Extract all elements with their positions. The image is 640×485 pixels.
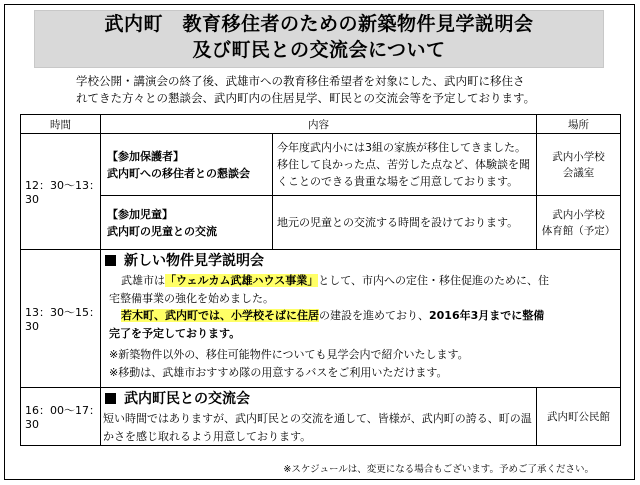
time-cell-3: 16：00～17：30 <box>21 388 101 446</box>
title-line-1: 武内町 教育移住者のための新築物件見学説明会 <box>104 13 534 35</box>
community-exchange-heading <box>101 388 536 410</box>
table-row <box>21 196 621 250</box>
footer-note: ※スケジュールは、変更になる場合もございます。予めご了承ください。 <box>283 464 594 475</box>
place-cell-meeting-room <box>537 134 621 196</box>
text: として、市内への定住・移住促進のために、住 <box>318 274 550 287</box>
paragraph-2-cont: 完了を予定しております。 <box>109 326 241 340</box>
note-1: ※新築物件以外の、移住可能物件についても見学会内で紹介いたします。 <box>109 348 469 361</box>
label-children-tag: 【参加児童】 <box>107 207 173 221</box>
table-row <box>21 134 621 196</box>
label-parents-tag: 【参加保護者】 <box>107 149 184 163</box>
community-exchange-body <box>101 410 536 445</box>
title-line-2: 及び町民との交流会について <box>192 39 446 61</box>
paragraph-1-cont: 宅整備事業の強化を始めました。 <box>109 291 274 305</box>
place-line: 武内小学校 <box>552 208 605 221</box>
content-cell-children <box>273 196 537 250</box>
time-cell-1: 12：30～13：30 <box>21 134 101 250</box>
content-line: 移住して良かった点、苦労した点など、体験談を聞 <box>277 158 530 171</box>
intro-line-1: 学校公開・講演会の終了後、武雄市への教育移住希望者を対象にした、武内町に移住さ <box>76 74 525 88</box>
label-children-text: 武内町の児童との交流 <box>107 224 217 238</box>
note-2: ※移動は、武雄市おすすめ隊の用意するバスをご利用いただけます。 <box>109 365 448 379</box>
header-place: 場所 <box>537 115 621 134</box>
table-row <box>21 388 621 446</box>
content-line: 地元の児童との交流する時間を設けております。 <box>277 216 519 229</box>
housing-tour-heading <box>101 250 620 272</box>
header-content: 内容 <box>101 115 537 134</box>
square-bullet-icon <box>105 255 116 266</box>
bold-text: 2016年3月までに整備 <box>429 309 545 322</box>
header-time: 時間 <box>21 115 101 134</box>
heading-text: 新しい物件見学説明会 <box>124 253 264 269</box>
heading-text: 武内町民との交流会 <box>124 391 250 407</box>
schedule-table <box>20 114 621 446</box>
highlight-text: 「ウェルカム武雄ハウス事業」 <box>165 274 319 287</box>
label-cell-children <box>101 196 273 250</box>
place-line: 体育館（予定） <box>541 224 616 237</box>
place-cell-community-hall: 武内町公民館 <box>537 388 621 446</box>
housing-tour-cell <box>101 250 621 388</box>
text: 武雄市は <box>121 274 165 287</box>
content-line: 今年度武内小には3組の家族が移住してきました。 <box>277 141 526 154</box>
intro-line-2: れてきた方々との懇談会、武内町内の住居見学、町民との交流会等を予定しております。 <box>76 91 536 105</box>
body-line: かさを感じ取れるよう用意しております。 <box>103 429 312 443</box>
title-banner <box>34 10 604 68</box>
community-exchange-cell <box>101 388 537 446</box>
table-row <box>21 250 621 388</box>
label-cell-parents <box>101 134 273 196</box>
housing-tour-body <box>101 272 620 381</box>
time-cell-2: 13：30～15：30 <box>21 250 101 388</box>
place-cell-gym <box>537 196 621 250</box>
place-line: 武内小学校 <box>552 150 605 163</box>
highlight-text: 若木町、武内町では、小学校そばに住居 <box>121 309 319 322</box>
text: の建設を進めており、 <box>319 309 429 322</box>
content-cell-parents <box>273 134 537 196</box>
square-bullet-icon <box>105 393 116 404</box>
body-line: 短い時間ではありますが、武内町民との交流を通して、皆様が、武内町の誇る、町の温 <box>103 412 532 425</box>
place-line: 会議室 <box>562 166 595 179</box>
intro-paragraph <box>76 73 616 107</box>
paragraph-1 <box>109 272 612 290</box>
paragraph-2 <box>109 307 612 325</box>
content-line: くことのできる貴重な場をご用意しております。 <box>277 175 519 188</box>
table-header-row <box>21 115 621 134</box>
label-parents-text: 武内町への移住者との懇談会 <box>107 166 250 180</box>
